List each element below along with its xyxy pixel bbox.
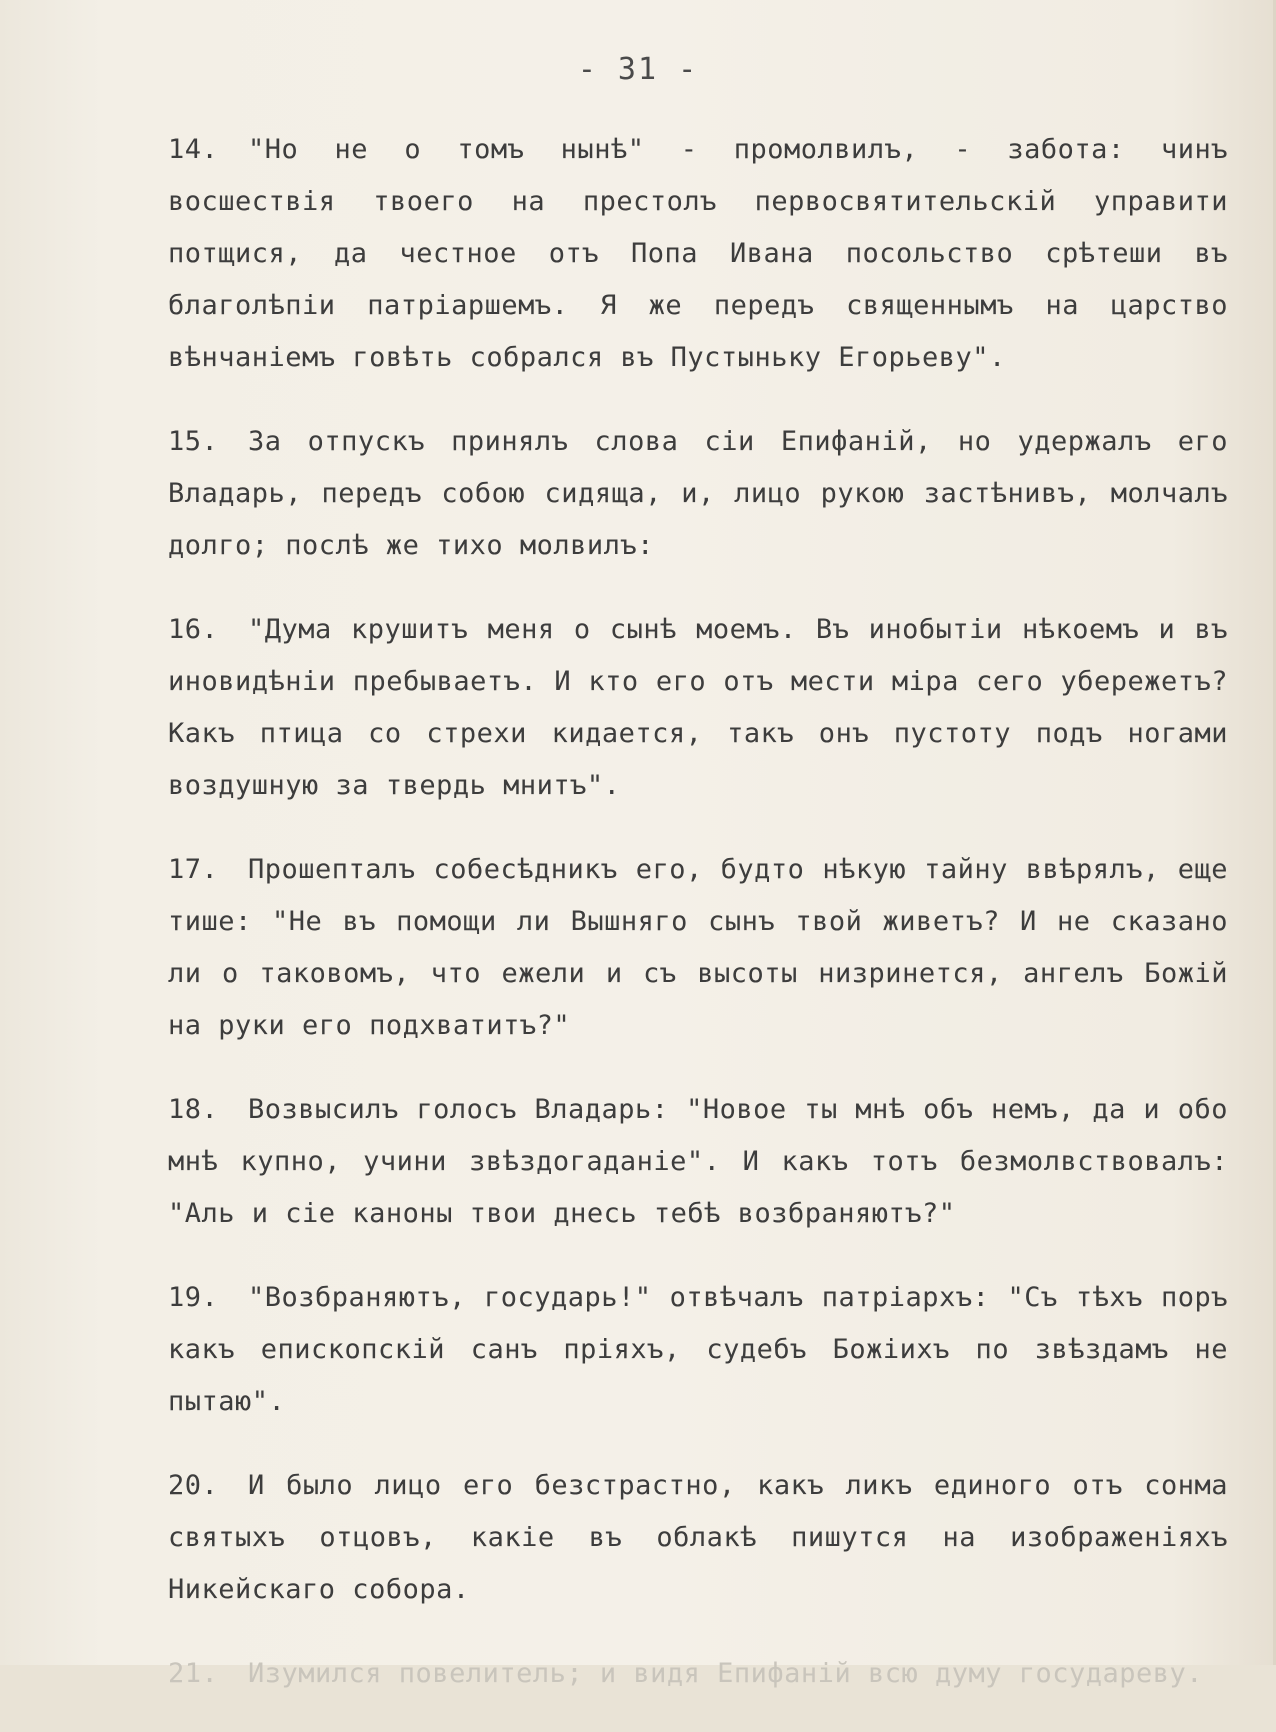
paragraph-16 xyxy=(168,604,1228,812)
paragraph-text: Прошепталъ собесѣдникъ его, будто нѣкую тайну ввѣрялъ, еще тише: "Не въ помощи ли Вышняго сынъ твой живетъ? И не сказано ли о таковомъ, что ежели и съ высоты низринется, ангелъ Божій на руки его подхватитъ?" xyxy=(168,854,1228,1041)
paragraph-list xyxy=(168,124,1228,1732)
paragraph-number: 21. xyxy=(168,1658,219,1689)
paragraph-number: 20. xyxy=(168,1470,219,1501)
paragraph-17 xyxy=(168,844,1228,1052)
paragraph-text: "Но не о томъ нынѣ" - промолвилъ, - забота: чинъ восшествія твоего на престолъ первосвятительскій управити потщися, да честное отъ Попа Ивана посольство срѣтеши въ благолѣпіи патріаршемъ. Я же передъ священнымъ на царство вѣнчаніемъ говѣть собрался въ Пустыньку Егорьеву". xyxy=(168,134,1228,373)
paragraph-text: "Возбраняютъ, государь!" отвѣчалъ патріархъ: "Съ тѣхъ поръ какъ епископскій санъ пріяхъ, судебъ Божіихъ по звѣздамъ не пытаю". xyxy=(168,1282,1228,1417)
paragraph-number: 14. xyxy=(168,134,219,165)
paragraph-number: 15. xyxy=(168,426,219,457)
paragraph-20 xyxy=(168,1460,1228,1616)
paragraph-text: "Дума крушитъ меня о сынѣ моемъ. Въ инобытіи нѣкоемъ и въ иновидѣніи пребываетъ. И кто его отъ мести міра сего убережетъ? Какъ птица со стрехи кидается, такъ онъ пустоту подъ ногами воздушную за твердь мнитъ". xyxy=(168,614,1228,801)
paragraph-15 xyxy=(168,416,1228,572)
paragraph-14 xyxy=(168,124,1228,384)
paragraph-19 xyxy=(168,1272,1228,1428)
paragraph-number: 16. xyxy=(168,614,219,645)
paragraph-number: 18. xyxy=(168,1094,219,1125)
paragraph-number: 19. xyxy=(168,1282,219,1313)
paragraph-text: За отпускъ принялъ слова сіи Епифаній, но удержалъ его Владарь, передъ собою сидяща, и, лицо рукою застѣнивъ, молчалъ долго; послѣ же тихо молвилъ: xyxy=(168,426,1228,561)
paragraph-18 xyxy=(168,1084,1228,1240)
paragraph-text: И было лицо его безстрастно, какъ ликъ единого отъ сонма святыхъ отцовъ, какіе въ облакѣ пишутся на изображеніяхъ Никейскаго собора. xyxy=(168,1470,1228,1605)
paragraph-text: Возвысилъ голосъ Владарь: "Новое ты мнѣ объ немъ, да и обо мнѣ купно, учини звѣздогаданіе". И какъ тотъ безмолвствовалъ: "Аль и сіе каноны твои днесь тебѣ возбраняютъ?" xyxy=(168,1094,1228,1229)
page-number: - 31 - xyxy=(577,52,699,87)
faded-show-through-line xyxy=(168,1648,1228,1700)
paragraph-number: 17. xyxy=(168,854,219,885)
paragraph-text: Изумился повелитель; и видя Епифаній всю думу государеву. xyxy=(248,1658,1204,1689)
